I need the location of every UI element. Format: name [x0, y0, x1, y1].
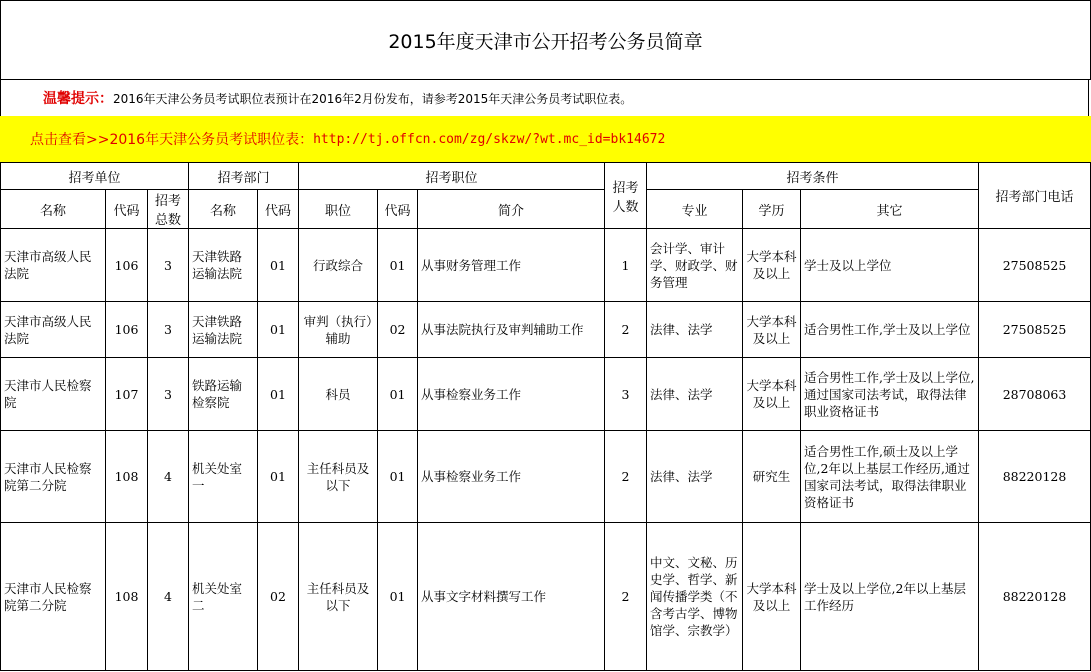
cell-count: 2: [605, 431, 647, 523]
group-header-unit: 招考单位: [1, 163, 189, 190]
cell-other: 适合男性工作,硕士及以上学位,2年以上基层工作经历,通过国家司法考试，取得法律职业资格证书: [801, 431, 979, 523]
cell-major: 会计学、审计学、财政学、财务管理: [647, 229, 743, 302]
group-header-dept: 招考部门: [189, 163, 299, 190]
table-row: [1, 358, 1091, 431]
cell-desc: 从事检察业务工作: [418, 431, 605, 523]
banner-label: 点击查看>>2016年天津公务员考试职位表：: [30, 132, 314, 148]
cell-post: 行政综合: [299, 229, 378, 302]
cell-unit: 天津市人民检察院第二分院: [1, 523, 106, 671]
cell-post-code: 01: [378, 229, 418, 302]
cell-degree: 大学本科及以上: [743, 302, 801, 358]
cell-post-code: 01: [378, 358, 418, 431]
header-unit-name: 名称: [1, 190, 106, 229]
header-count: 招考人数: [605, 163, 647, 229]
header-post-title: 职位: [299, 190, 378, 229]
cell-dept: 机关处室一: [189, 431, 258, 523]
group-header-conditions: 招考条件: [647, 163, 979, 190]
table-row: [1, 229, 1091, 302]
cell-other: 学士及以上学位,2年以上基层工作经历: [801, 523, 979, 671]
cell-desc: 从事文字材料撰写工作: [418, 523, 605, 671]
cell-unit-code: 108: [106, 431, 148, 523]
cell-unit-code: 107: [106, 358, 148, 431]
cell-other: 适合男性工作,学士及以上学位,通过国家司法考试，取得法律职业资格证书: [801, 358, 979, 431]
cell-dept-code: 01: [258, 431, 299, 523]
cell-phone: 27508525: [979, 229, 1091, 302]
cell-unit: 天津市人民检察院: [1, 358, 106, 431]
cell-count: 2: [605, 523, 647, 671]
header-dept-code: 代码: [258, 190, 299, 229]
cell-degree: 大学本科及以上: [743, 358, 801, 431]
cell-post: 主任科员及以下: [299, 431, 378, 523]
banner-url-link[interactable]: http://tj.offcn.com/zg/skzw/?wt.mc_id=bk14672: [313, 131, 666, 147]
cell-dept: 天津铁路运输法院: [189, 302, 258, 358]
cell-post-code: 02: [378, 302, 418, 358]
cell-unit: 天津市高级人民法院: [1, 229, 106, 302]
cell-total: 4: [148, 431, 189, 523]
cell-dept-code: 01: [258, 302, 299, 358]
cell-phone: 27508525: [979, 302, 1091, 358]
header-unit-total: 招考总数: [148, 190, 189, 229]
cell-desc: 从事法院执行及审判辅助工作: [418, 302, 605, 358]
cell-unit: 天津市高级人民法院: [1, 302, 106, 358]
cell-dept-code: 01: [258, 358, 299, 431]
cell-other: 学士及以上学位: [801, 229, 979, 302]
cell-major: 法律、法学: [647, 358, 743, 431]
header-degree: 学历: [743, 190, 801, 229]
notice-label: 温馨提示：: [43, 91, 113, 107]
cell-count: 2: [605, 302, 647, 358]
cell-dept-code: 02: [258, 523, 299, 671]
cell-dept-code: 01: [258, 229, 299, 302]
cell-post-code: 01: [378, 523, 418, 671]
cell-total: 3: [148, 302, 189, 358]
cell-post: 主任科员及以下: [299, 523, 378, 671]
cell-unit-code: 106: [106, 302, 148, 358]
cell-unit: 天津市人民检察院第二分院: [1, 431, 106, 523]
cell-total: 4: [148, 523, 189, 671]
header-post-desc: 简介: [418, 190, 605, 229]
cell-count: 3: [605, 358, 647, 431]
cell-count: 1: [605, 229, 647, 302]
cell-dept: 机关处室二: [189, 523, 258, 671]
header-post-code: 代码: [378, 190, 418, 229]
header-other: 其它: [801, 190, 979, 229]
cell-degree: 大学本科及以上: [743, 523, 801, 671]
notice-text: 2016年天津公务员考试职位表预计在2016年2月份发布，请参考2015年天津公务员考试职位表。: [113, 91, 633, 106]
cell-degree: 大学本科及以上: [743, 229, 801, 302]
cell-dept: 铁路运输检察院: [189, 358, 258, 431]
recruitment-table: [0, 162, 1091, 671]
cell-degree: 研究生: [743, 431, 801, 523]
cell-phone: 88220128: [979, 431, 1091, 523]
cell-post: 审判（执行）辅助: [299, 302, 378, 358]
cell-unit-code: 106: [106, 229, 148, 302]
header-unit-code: 代码: [106, 190, 148, 229]
header-phone: 招考部门电话: [979, 163, 1091, 229]
table-row: [1, 302, 1091, 358]
cell-total: 3: [148, 229, 189, 302]
cell-dept: 天津铁路运输法院: [189, 229, 258, 302]
table-row: [1, 523, 1091, 671]
cell-major: 法律、法学: [647, 302, 743, 358]
header-major: 专业: [647, 190, 743, 229]
cell-post-code: 01: [378, 431, 418, 523]
cell-unit-code: 108: [106, 523, 148, 671]
notice-row: [0, 80, 1089, 116]
cell-major: 法律、法学: [647, 431, 743, 523]
cell-desc: 从事财务管理工作: [418, 229, 605, 302]
cell-total: 3: [148, 358, 189, 431]
cell-desc: 从事检察业务工作: [418, 358, 605, 431]
cell-phone: 88220128: [979, 523, 1091, 671]
group-header-post: 招考职位: [299, 163, 605, 190]
header-dept-name: 名称: [189, 190, 258, 229]
cell-major: 中文、文秘、历史学、哲学、新闻传播学类（不含考古学、博物馆学、宗教学）: [647, 523, 743, 671]
cell-phone: 28708063: [979, 358, 1091, 431]
cell-post: 科员: [299, 358, 378, 431]
position-table-link-banner[interactable]: [0, 116, 1091, 162]
cell-other: 适合男性工作,学士及以上学位: [801, 302, 979, 358]
page-title: 2015年度天津市公开招考公务员简章: [0, 0, 1091, 80]
table-row: [1, 431, 1091, 523]
